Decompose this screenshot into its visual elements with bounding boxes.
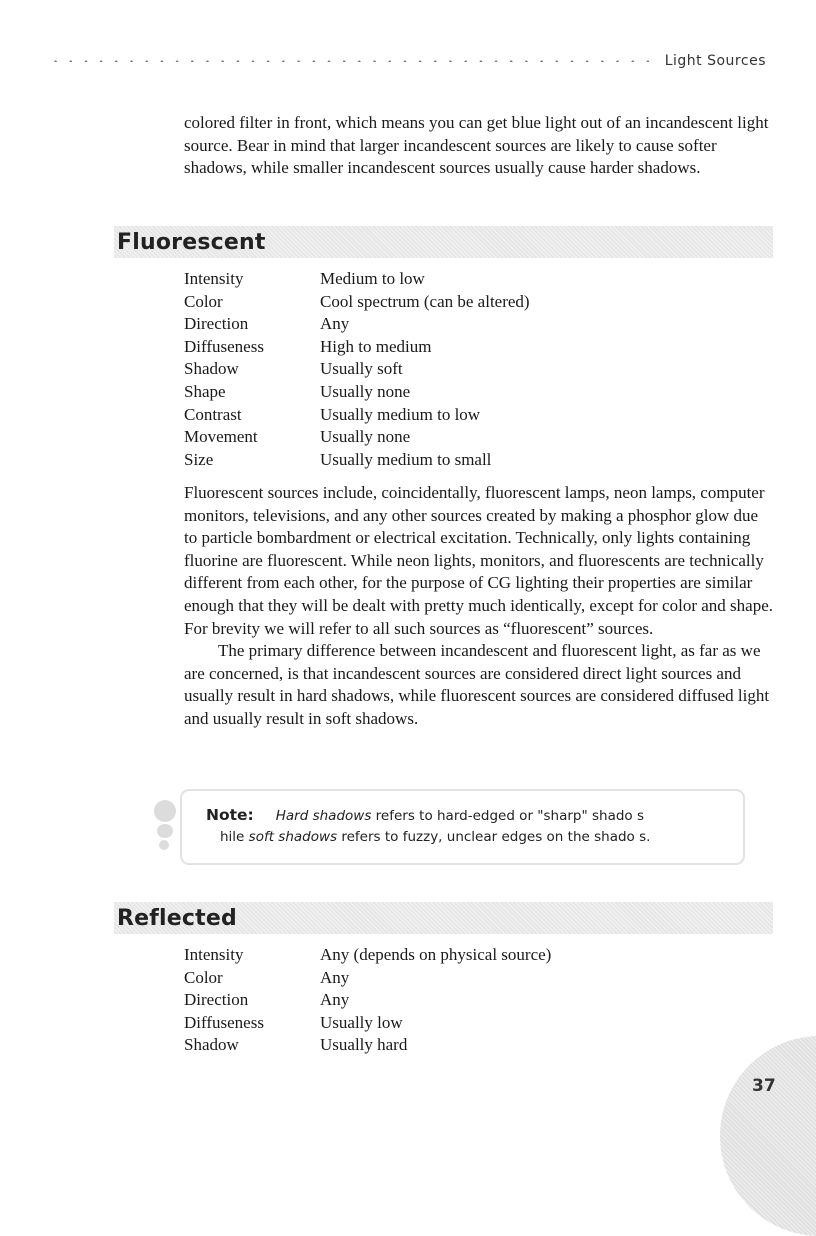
property-value: High to medium	[320, 336, 432, 356]
property-row	[184, 944, 684, 967]
property-label: Diffuseness	[184, 1012, 264, 1032]
reflected-heading: Reflected	[117, 905, 237, 931]
property-label: Color	[184, 291, 223, 311]
property-value: Usually low	[320, 1012, 403, 1032]
note-label: Note:	[206, 806, 254, 824]
note-box	[180, 789, 745, 865]
property-row	[184, 313, 684, 336]
property-row	[184, 1012, 684, 1035]
fluorescent-properties-table	[184, 268, 684, 471]
page-corner-decoration	[720, 1036, 816, 1236]
property-row	[184, 967, 684, 990]
fluorescent-body	[184, 482, 774, 731]
property-row	[184, 404, 684, 427]
property-label: Intensity	[184, 945, 244, 964]
property-label: Contrast	[184, 404, 242, 424]
bubble-small	[159, 840, 169, 850]
note-line-2-text: refers to fuzzy, unclear edges on the shado s.	[341, 829, 651, 845]
note-line-1-text: refers to hard-edged or "sharp" shado s	[375, 808, 644, 824]
running-head	[48, 50, 766, 72]
property-label: Direction	[184, 314, 249, 334]
property-value: Usually medium to low	[320, 404, 481, 424]
property-row	[184, 426, 684, 449]
note-term-hard-shadows: Hard shadows	[275, 808, 372, 824]
property-value: Usually hard	[320, 1035, 408, 1055]
dotted-leader	[48, 60, 655, 62]
property-label: Diffuseness	[184, 336, 264, 356]
fluorescent-paragraph-1: Fluorescent sources include, coincidentally, fluorescent lamps, neon lamps, computer monitors, televisions, and any other sources created by making a phosphor glow due to particle bombardment or electrical excitation. Technically, only lights containing fluorine are fluorescent. While neon lights, monitors, and fluorescents are technically different from each other, for the purpose of CG lighting their properties are similar enough that they will be dealt with pretty much identically, except for color and shape. For brevity we will refer to all such sources as “fluorescent” sources.	[184, 483, 773, 638]
property-label: Shape	[184, 381, 226, 401]
property-value: Any (depends on physical source)	[320, 945, 552, 964]
property-row	[184, 1034, 684, 1057]
section-heading-fluorescent	[114, 226, 773, 258]
bubble-large	[154, 800, 176, 822]
property-row	[184, 449, 684, 472]
property-value: Any	[320, 967, 350, 987]
fluorescent-paragraph-2: The primary difference between incandescent and fluorescent light, as far as we are concerned, is that incandescent sources are considered direct light sources and usually result in hard shadows, while fluorescent sources are considered diffused light and usually result in soft shadows.	[184, 641, 770, 728]
property-label: Shadow	[184, 359, 239, 379]
note-term-soft-shadows: soft shadows	[248, 829, 338, 845]
property-row	[184, 381, 684, 404]
property-row	[184, 291, 684, 314]
property-value: Usually medium to small	[320, 449, 492, 469]
property-row	[184, 358, 684, 381]
property-label: Size	[184, 449, 214, 469]
property-row	[184, 989, 684, 1012]
property-value: Any	[320, 314, 350, 334]
running-title: Light Sources	[664, 53, 766, 69]
intro-paragraph	[184, 112, 774, 180]
section-heading-reflected	[114, 902, 773, 934]
property-label: Color	[184, 967, 223, 987]
note-line-2-start: hile	[220, 829, 245, 845]
property-value: Medium to low	[320, 269, 425, 288]
property-label: Direction	[184, 990, 249, 1010]
property-value: Usually none	[320, 381, 411, 401]
property-label: Movement	[184, 427, 258, 447]
page-number: 37	[752, 1076, 776, 1096]
property-value: Usually none	[320, 427, 411, 447]
fluorescent-heading: Fluorescent	[117, 229, 266, 255]
property-label: Shadow	[184, 1035, 239, 1055]
note-line-2	[220, 829, 650, 845]
property-row	[184, 336, 684, 359]
reflected-properties-table	[184, 944, 684, 1057]
property-value: Usually soft	[320, 359, 403, 379]
note-bubbles-icon	[152, 800, 182, 860]
property-value: Cool spectrum (can be altered)	[320, 291, 530, 311]
property-label: Intensity	[184, 269, 244, 288]
bubble-medium	[157, 824, 173, 838]
intro-text: colored filter in front, which means you can get blue light out of an incandescent light source. Bear in mind that larger incandescent sources are likely to cause softer shadows, while smaller incandescent sources usually cause harder shadows.	[184, 113, 769, 178]
property-row	[184, 268, 684, 291]
note-line-1	[206, 806, 644, 824]
property-value: Any	[320, 990, 350, 1010]
